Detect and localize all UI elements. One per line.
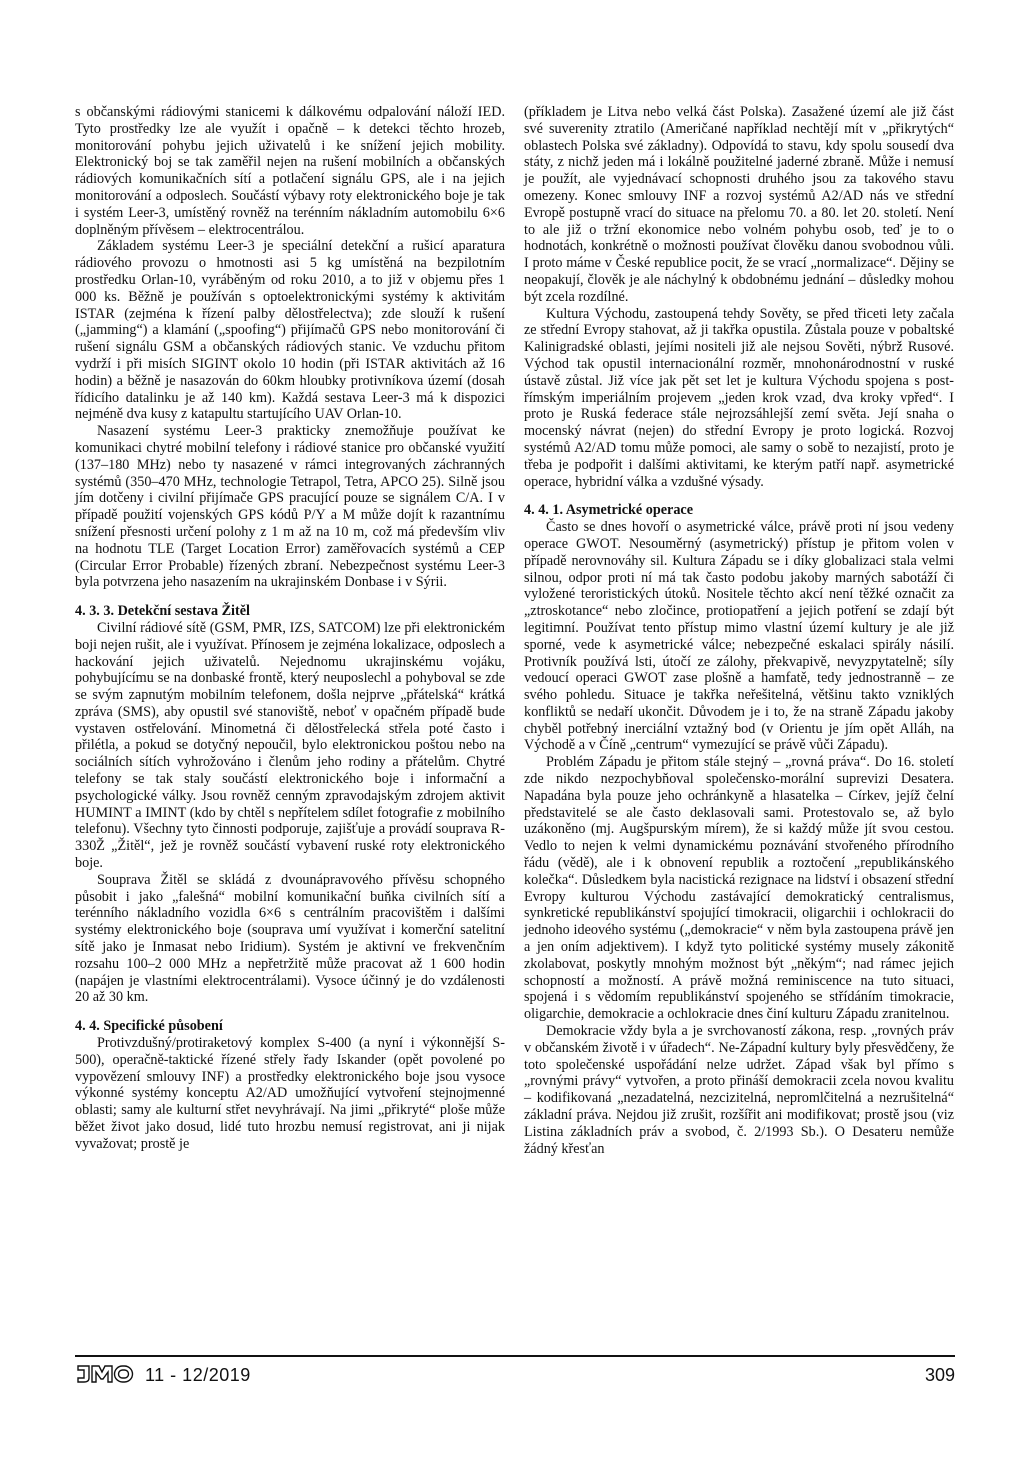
paragraph: Demokracie vždy byla a je svrchovaností zákona, resp. „rovných práv v občanském životě i v úřadech“. Ne-Západní kultury byly přesvědčeny, že toto společenské uspořádání nelze udržet. Západ však byl přímo s „rovnými právy“ vytvořen, a proto přináší demokracii zcela novou kvalitu – kodifikovaná „nezadatelná, nezcizitelná, nepromlčitelná a nezrušitelná“ základní práva. Nejdou již zrušit, rozšířit ani modifikovat; prostě jsou (viz Listina základních práv a svobod, č. 2/1993 Sb.). O Desateru nemůže žádný křesťan (524, 1023, 954, 1157)
paragraph: (příkladem je Litva nebo velká část Polska). Zasažené území ale již část své suverenity ztratilo (Američané například nechtějí mít v „přikrytých“ oblastech Polska své základny). Odpovídá to stavu, kdy spolu sousedí dva státy, z nichž jeden má i lokálně použitelné jaderné zbraně. Může i nemusí je použít, ale vyjednávací schopnosti druhého jsou za takového stavu omezeny. Konec smlouvy INF a rozvoj systémů A2/AD nás ve střední Evropě postupně vrací do situace na přelomu 70. a 80. let 20. století. Není to ale již o tržní ekonomice nebo volném pohybu osob, teď je to o hodnotách, konkrétně o možnosti používat člověku danou svobodnou vůli. I proto máme v České republice pocit, že se vrací „normalizace“. Dějiny se neopakují, člověk je ale náchylný k obdobnému jednání – důsledky mohou být zcela rozdílné. (524, 104, 954, 305)
footer-rule (75, 1355, 955, 1357)
jmo-logo-icon (75, 1363, 135, 1385)
paragraph: Problém Západu je přitom stále stejný – „rovná práva“. Do 16. století zde nikdo nezpochybňoval společensko-morální suprevizi Desatera. Napadána byla pouze jeho ochránkyně a hlasatelka – Církev, jejíž čelní představitelé se ale často deklasovali sami. Protestovalo se, až bylo uzákoněno (mj. Augšpurským mírem), že si každý může jít svou cestou. Vedlo to nejen k velmi dynamickému poznávání stvořeného přírodního řádu (vědě), ale i k obnovení republik a roztočení „republikánského kolečka“. Důsledkem byla nacistická rezignace na lidství i obsazení střední Evropy kulturou Východu zastávající demokratický centralismus, synkretické republikánství spojující timokracii, oligarchii i ochlokracii do jednoho ideového systému („demokracie“ v něm byla zastoupena právě jen a jen oním adjektivem). I když tyto politické systémy musely zákonitě zkolabovat, poskytly mnohým možnost být „někým“; nad rámec jejich schopností a možností. A právě možná reminiscence na tuto situaci, spojená i s vědomím republikánství spojeného se střídáním timokracie, oligarchie, demokracie a ochlokracie dnes činí kulturu Západu zranitelnou. (524, 754, 954, 1023)
paragraph: Často se dnes hovoří o asymetrické válce, právě proti ní jsou vedeny operace GWOT. Nesouměrný (asymetrický) přístup je přitom volen v případě nerovnováhy sil. Kultura Západu se i díky globalizaci stala velmi silnou, odpor proti ní má tak často podobu jakoby marných sabotáží či vyložené teroristických útoků. Nositele těchto akcí není těžké označit za „ztroskotance“ nebo zločince, protiopatření a jejich potření se zdají být legitimní. Používat tento přístup mimo vlastní území kultury je ale již sporné, vede k asymetrické válce; nebezpečné eskalaci spirály násilí. Protivník používá lsti, útočí ze zálohy, překvapivě, nevyzpytatelně; síly vedoucí operaci GWOT zase plošně a hamfatě, tedy jednostranně – ze svého pohledu. Situace je takřka neřešitelná, většinu takto vzniklých konfliktů se nedaří ukončit. Důvodem je i to, že na straně Západu jakoby chyběl potřebný inerciální vztažný bod (v Orientu je jím opět Alláh, na Východě a v Číně „centrum“ vymezující se právě vůči Západu). (524, 519, 954, 754)
paragraph: Civilní rádiové sítě (GSM, PMR, IZS, SATCOM) lze při elektronickém boji nejen rušit, ale i využívat. Přínosem je zejména lokalizace, odposlech a hackování jejich uživatelů. Nejednomu ukrajinskému vojáku, pohybujícímu se na donbaské frontě, který neuposlechl a pohyboval se zde se svým zapnutým mobilním telefonem, došla nejprve „přátelská“ krátká zpráva (SMS), aby opustil své stanoviště, neboť v opačném případě bude vystaven ostřelování. Minometná či dělostřelecká střela poté často i přilétla, a pokud se dotyčný nepoučil, bylo elektronickou poštou nebo na sociálních sítích vyhrožováno i členům jeho rodiny a přátelům. Chytré telefony se tak staly součástí elektronického boje i informační a psychologické války. Jsou rovněž cenným zpravodajským zdrojem aktivit HUMINT a IMINT (kdo by chtěl s nepřítelem sdílet fotografie z mobilního telefonu). Všechny tyto činnosti podporuje, zajišťuje a provádí souprava R-330Ž „Žitěl“, jež je rovněž součástí vybavení ruské roty elektronického boje. (75, 619, 505, 872)
page-number: 309 (924, 1365, 955, 1385)
right-column (524, 104, 954, 1157)
paragraph: Nasazení systému Leer-3 prakticky znemožňuje používat ke komunikaci chytré mobilní telefony i rádiové stanice pro občanské využití (137–180 MHz) nebo ty nasazené v rámci integrovaných záchranných systémů (350–470 MHz, technologie Tetrapol, Tetra, APCO 25). Silně jsou jím dotčeny i civilní přijímače GPS pracující pouze se signálem C/A. I v případě použití vojenských GPS kódů P/Y a M může dojít k razantnímu snížení přesnosti určení polohy z 1 m až na 10 m, což má především vliv na hodnotu TLE (Target Location Error) zaměřovacích systémů a CEP (Circular Error Probable) řízených zbraní. Nebezpečnost systému Leer-3 byla potvrzena jeho nasazením na ukrajinském Donbase i v Sýrii. (75, 423, 505, 591)
paragraph: s občanskými rádiovými stanicemi k dálkovému odpalování náloží IED. Tyto prostředky lze ale využít i opačně – k detekci těchto hrozeb, monitorování pohybu jejich uživatelů i ke snížení jejich mobility. Elektronický boj se tak zaměřil nejen na rušení mobilních a občanských rádiových komunikačních sítí a potlačení signálu GPS, ale i na jejich monitorování a odposlech. Součástí výbavy roty elektronického boje je tak i systém Leer-3, umístěný rovněž na terénním nákladním automobilu 6×6 doplněným přívěsem – elektrocentrálou. (75, 104, 505, 238)
paragraph: Kultura Východu, zastoupená tehdy Sověty, se před třiceti lety začala ze střední Evropy stahovat, až ji takřka opustila. Zůstala pouze v pobaltské Kalinigradské oblasti, jejími nositeli již ale nejsou Sověti, nýbrž Rusové. Východ tak opustil internacionální rozměr, mnohonárodnostní v ruské ústavě zůstal. Již více jak pět set let je kultura Východu spojena s post-římským imperiálním projevem „jeden krok vzad, dva kroky vpřed“. I proto je Ruská federace stále nejrozsáhlejší zemí světa. Její snaha o mocenský návrat (nejen) do střední Evropy je proto logická. Rozvoj systémů A2/AD tomu může pomoci, ale samy o sobě to nezajistí, proto je třeba je podpořit i dalšími aktivitami, ke kterým patří např. asymetrické operace, hybridní válka a vzdušné výsady. (524, 305, 954, 490)
page-footer (75, 1362, 955, 1392)
section-heading: 4. 3. 3. Detekční sestava Žitěl (75, 603, 250, 620)
jmo-logo (75, 1362, 135, 1386)
paragraph: Souprava Žitěl se skládá z dvounápravového přívěsu schopného působit i jako „falešná“ mobilní komunikační buňka civilních sítí a terénního nákladního vozidla 6×6 s centrálním pracovištěm i dalšími systémy elektronického boje (souprava umí využívat i komerční satelitní sítě jako je Inmasat nebo Iridium). Systém je aktivní ve frekvenčním rozsahu 100–2 000 MHz a nepřetržitě může pracovat až 1 600 hodin (napájen je vlastními elektrocentrálami). Vysoce účinný je do vzdálenosti 20 až 30 km. (75, 871, 505, 1006)
paragraph: Základem systému Leer-3 je speciální detekční a rušicí aparatura rádiového provozu o hmotnosti asi 5 kg umístěná na bezpilotním prostředku Orlan-10, vyráběným od roku 2010, a to již v objemu přes 1 000 ks. Běžně je používán s optoelektronickými systémy k aktivitám ISTAR (zejména k řízení palby dělostřelectva); zde slouží k rušení („jamming“) a klamání („spoofing“) přijímačů GPS nebo monitorování či rušení signálu GSM a občanských rádiových stanic. Ve vzduchu přitom vydrží i při misích SIGINT okolo 10 hodin (při ISTAR aktivitách až 16 hodin) a běžně je nasazován do 60km hloubky protivníkova území (dosah řídicího datalinku je až 140 km). Každá sestava Leer-3 má k dispozici nejméně dva kusy z katapultu startujícího UAV Orlan-10. (75, 238, 505, 423)
section-heading: 4. 4. 1. Asymetrické operace (524, 502, 694, 519)
paragraph: Protivzdušný/protiraketový komplex S-400 (a nyní i výkonnější S-500), operačně-taktické řízené střely řady Iskander (opět povolené po vypovězení smlouvy INF) a prostředky elektronického boje jsou vysoce výkonné systémy konceptu A2/AD umožňující vytvoření stejnojmenné oblasti; samy ale kulturní střet nevyhrávají. Na jimi „přikryté“ ploše může běžet život jako dosud, lidé tuto hrozbu nemusí registrovat, ani ji nijak vyvažovat; prostě je (75, 1035, 505, 1152)
section-heading: 4. 4. Specifické působení (75, 1018, 223, 1035)
issue-number: 11 - 12/2019 (145, 1365, 251, 1385)
left-column (75, 104, 505, 1153)
